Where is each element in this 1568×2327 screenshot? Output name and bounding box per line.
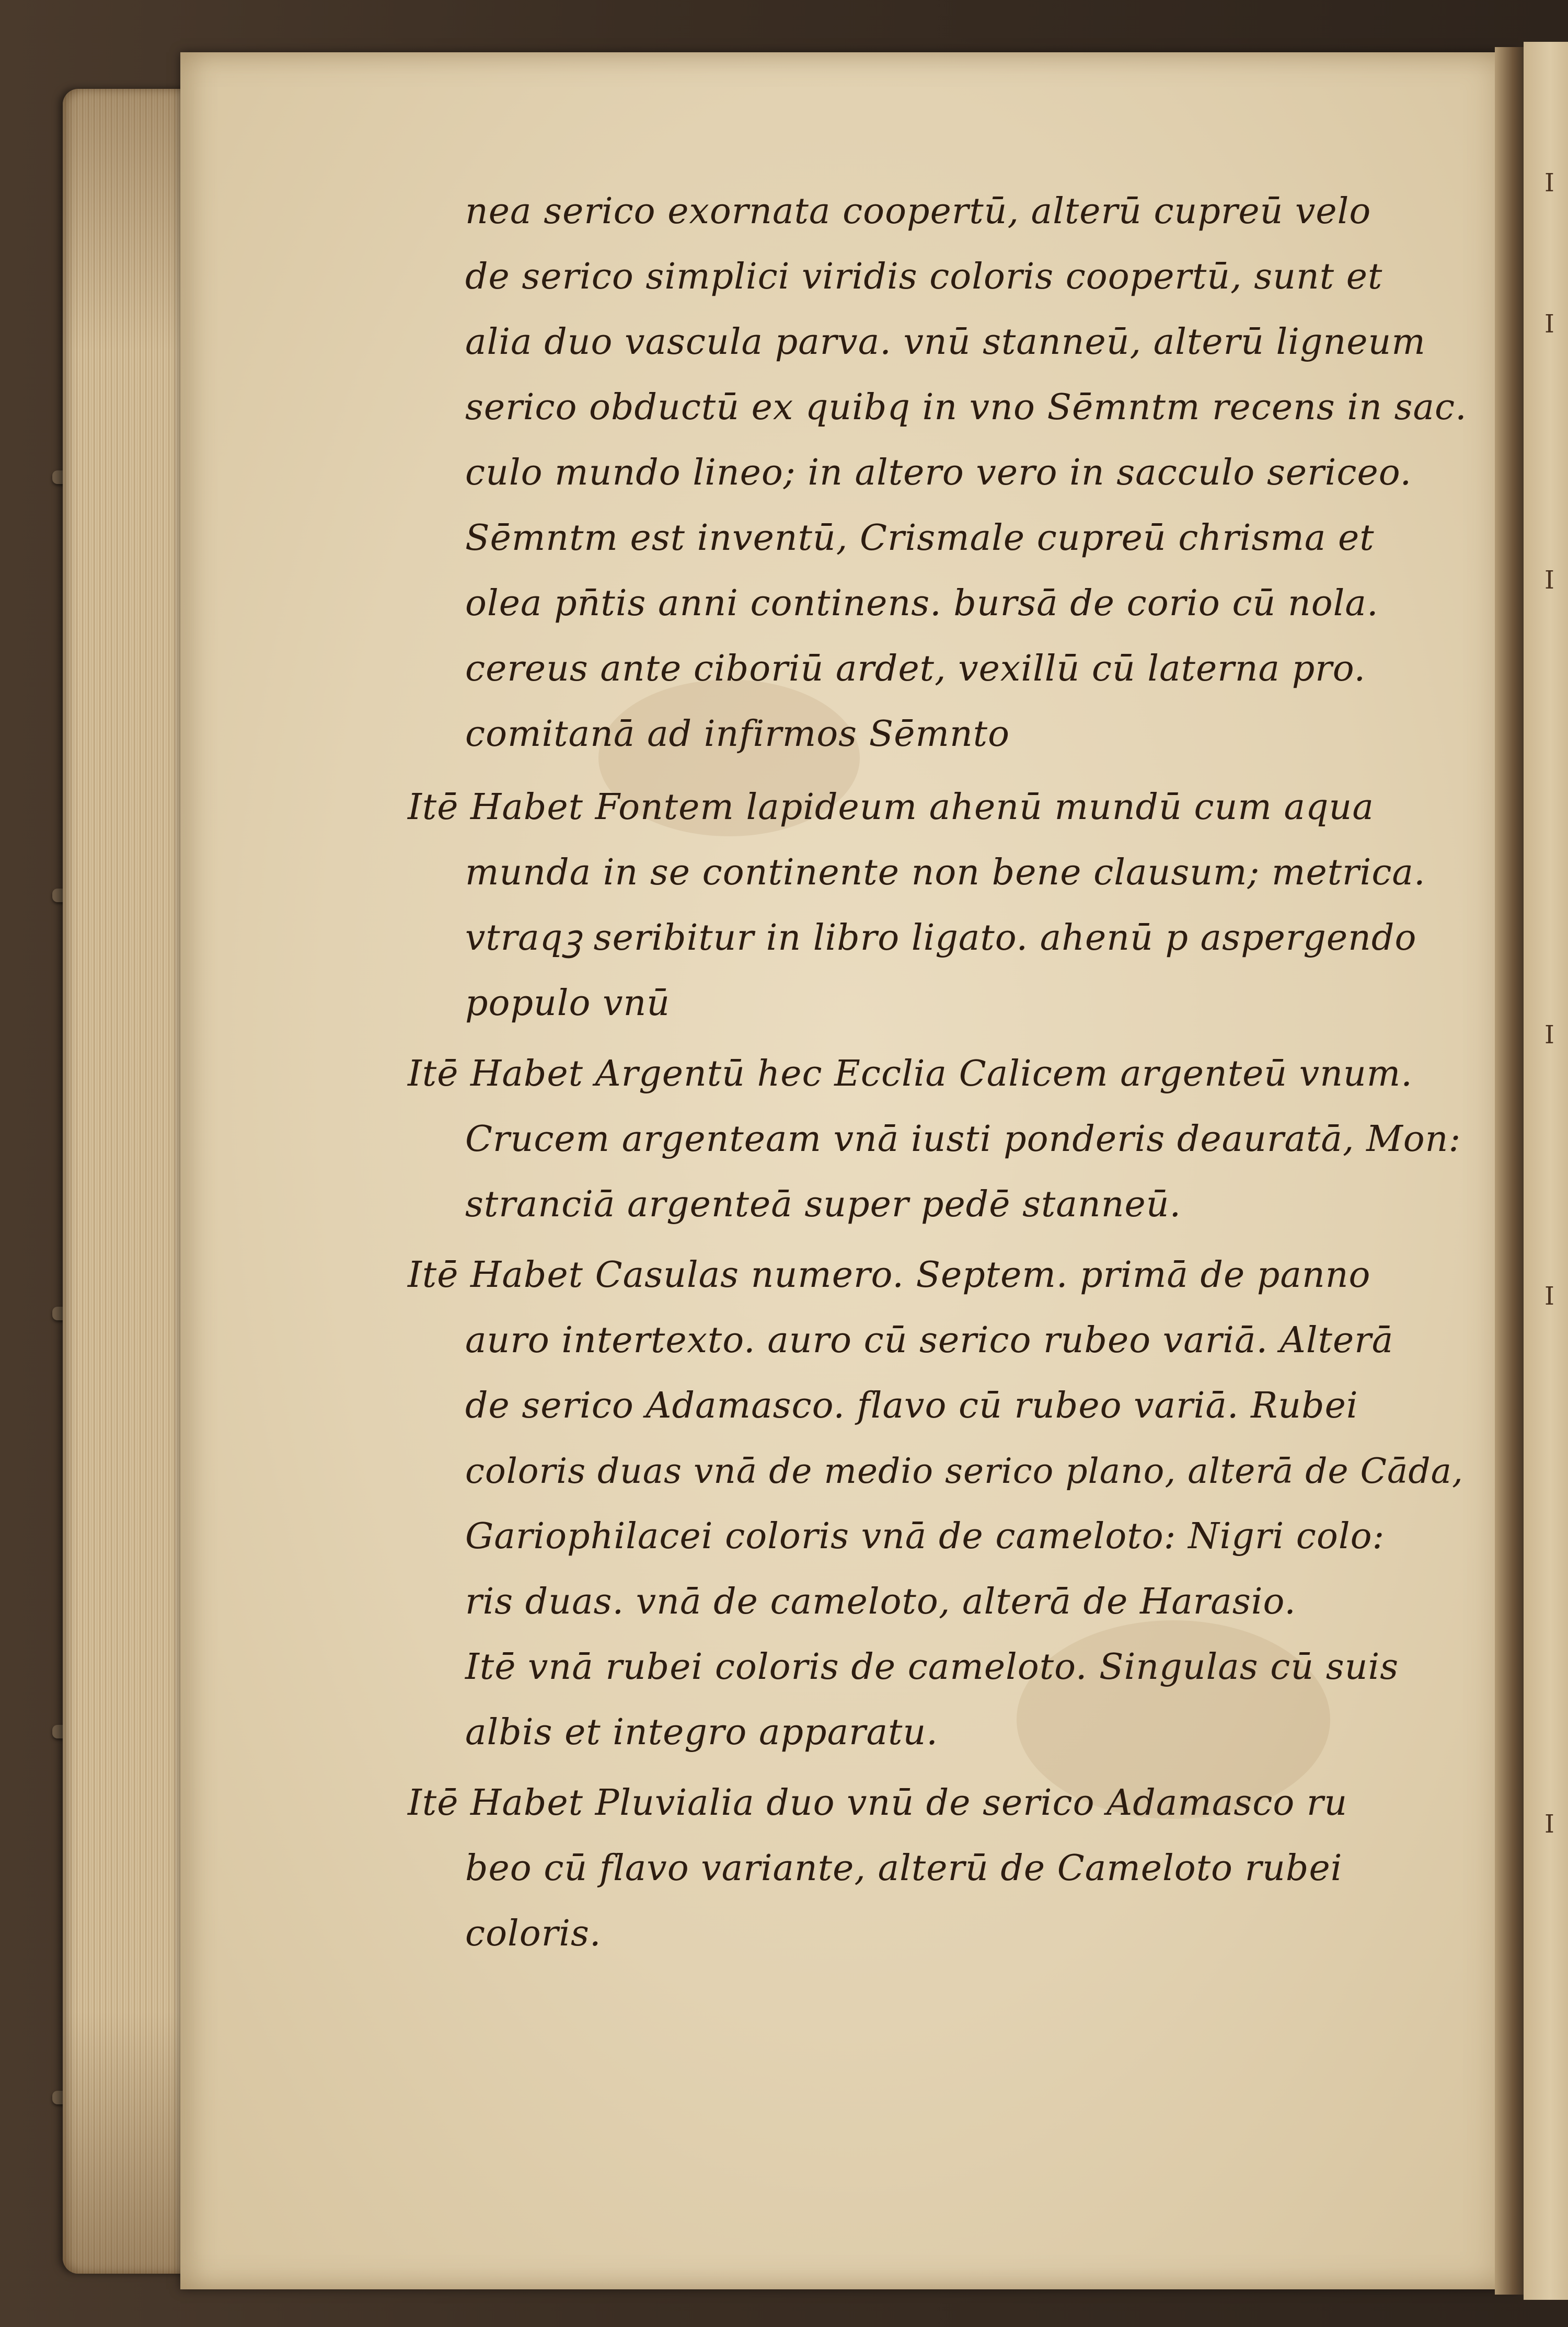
text-line: Gariophilacei coloris vnā de cameloto: Nigri colo: (465, 1516, 1385, 1557)
text-line: Itē Habet Pluvialia duo vnū de serico Adamasco ru (408, 1782, 1348, 1824)
text-line: Crucem argenteam vnā iusti ponderis deauratā, Mon: (465, 1119, 1461, 1160)
text-line: Itē Habet Argentū hec Ecclia Calicem argenteū vnum. (408, 1053, 1413, 1095)
text-line: Itē Habet Fontem lapideum ahenū mundū cum aqua (408, 787, 1374, 828)
text-line: olea pn̄tis anni continens. bursā de corio cū nola. (465, 583, 1379, 624)
text-line: culo mundo lineo; in altero vero in sacculo sericeo. (465, 452, 1412, 493)
text-line: de serico Adamasco. flavo cū rubeo variā. Rubei (465, 1385, 1358, 1426)
text-line: ris duas. vnā de cameloto, alterā de Harasio. (465, 1581, 1296, 1622)
page-gutter (1495, 47, 1526, 2295)
text-line: alia duo vascula parva. vnū stanneū, alterū ligneum (465, 321, 1426, 363)
facing-page-mark: I (1544, 1020, 1554, 1050)
text-line: nea serico exornata coopertū, alterū cupreū velo (465, 191, 1371, 232)
text-line: coloris. (465, 1913, 602, 1954)
facing-page-mark: I (1544, 1282, 1554, 1311)
text-line: albis et integro apparatu. (465, 1712, 938, 1753)
facing-page-mark: I (1544, 1810, 1554, 1839)
text-line: Itē vnā rubei coloris de cameloto. Singulas cū suis (465, 1646, 1399, 1688)
text-line: comitanā ad infirmos Sēmnto (465, 713, 1010, 755)
text-line: Itē Habet Casulas numero. Septem. primā de panno (408, 1254, 1371, 1296)
text-line: beo cū flavo variante, alterū de Cameloto rubei (465, 1848, 1343, 1889)
fore-edge-shading (63, 89, 188, 2274)
text-line: auro intertexto. auro cū serico rubeo variā. Alterā (465, 1320, 1394, 1361)
facing-page-mark: I (1544, 168, 1554, 198)
text-line: munda in se continente non bene clausum; metrica. (465, 852, 1426, 893)
text-line: stranciā argenteā super pedē stanneū. (465, 1184, 1182, 1225)
facing-page-mark: I (1544, 566, 1554, 595)
text-line: cereus ante ciboriū ardet, vexillū cū laterna pro. (465, 648, 1366, 689)
text-line: coloris duas vnā de medio serico plano, alterā de Cāda, (465, 1451, 1463, 1491)
text-line: populo vnū (465, 983, 671, 1024)
facing-page-edge (1524, 42, 1568, 2300)
text-line: de serico simplici viridis coloris coopertū, sunt et (465, 256, 1383, 297)
text-line: vtraqꝫ seribitur in libro ligato. ahenū p aspergendo (465, 917, 1417, 959)
text-line: serico obductū ex quibq in vno Sēmntm recens in sac. (465, 387, 1467, 428)
text-line: Sēmntm est inventū, Crismale cupreū chrisma et (465, 517, 1375, 559)
facing-page-mark: I (1544, 309, 1554, 339)
